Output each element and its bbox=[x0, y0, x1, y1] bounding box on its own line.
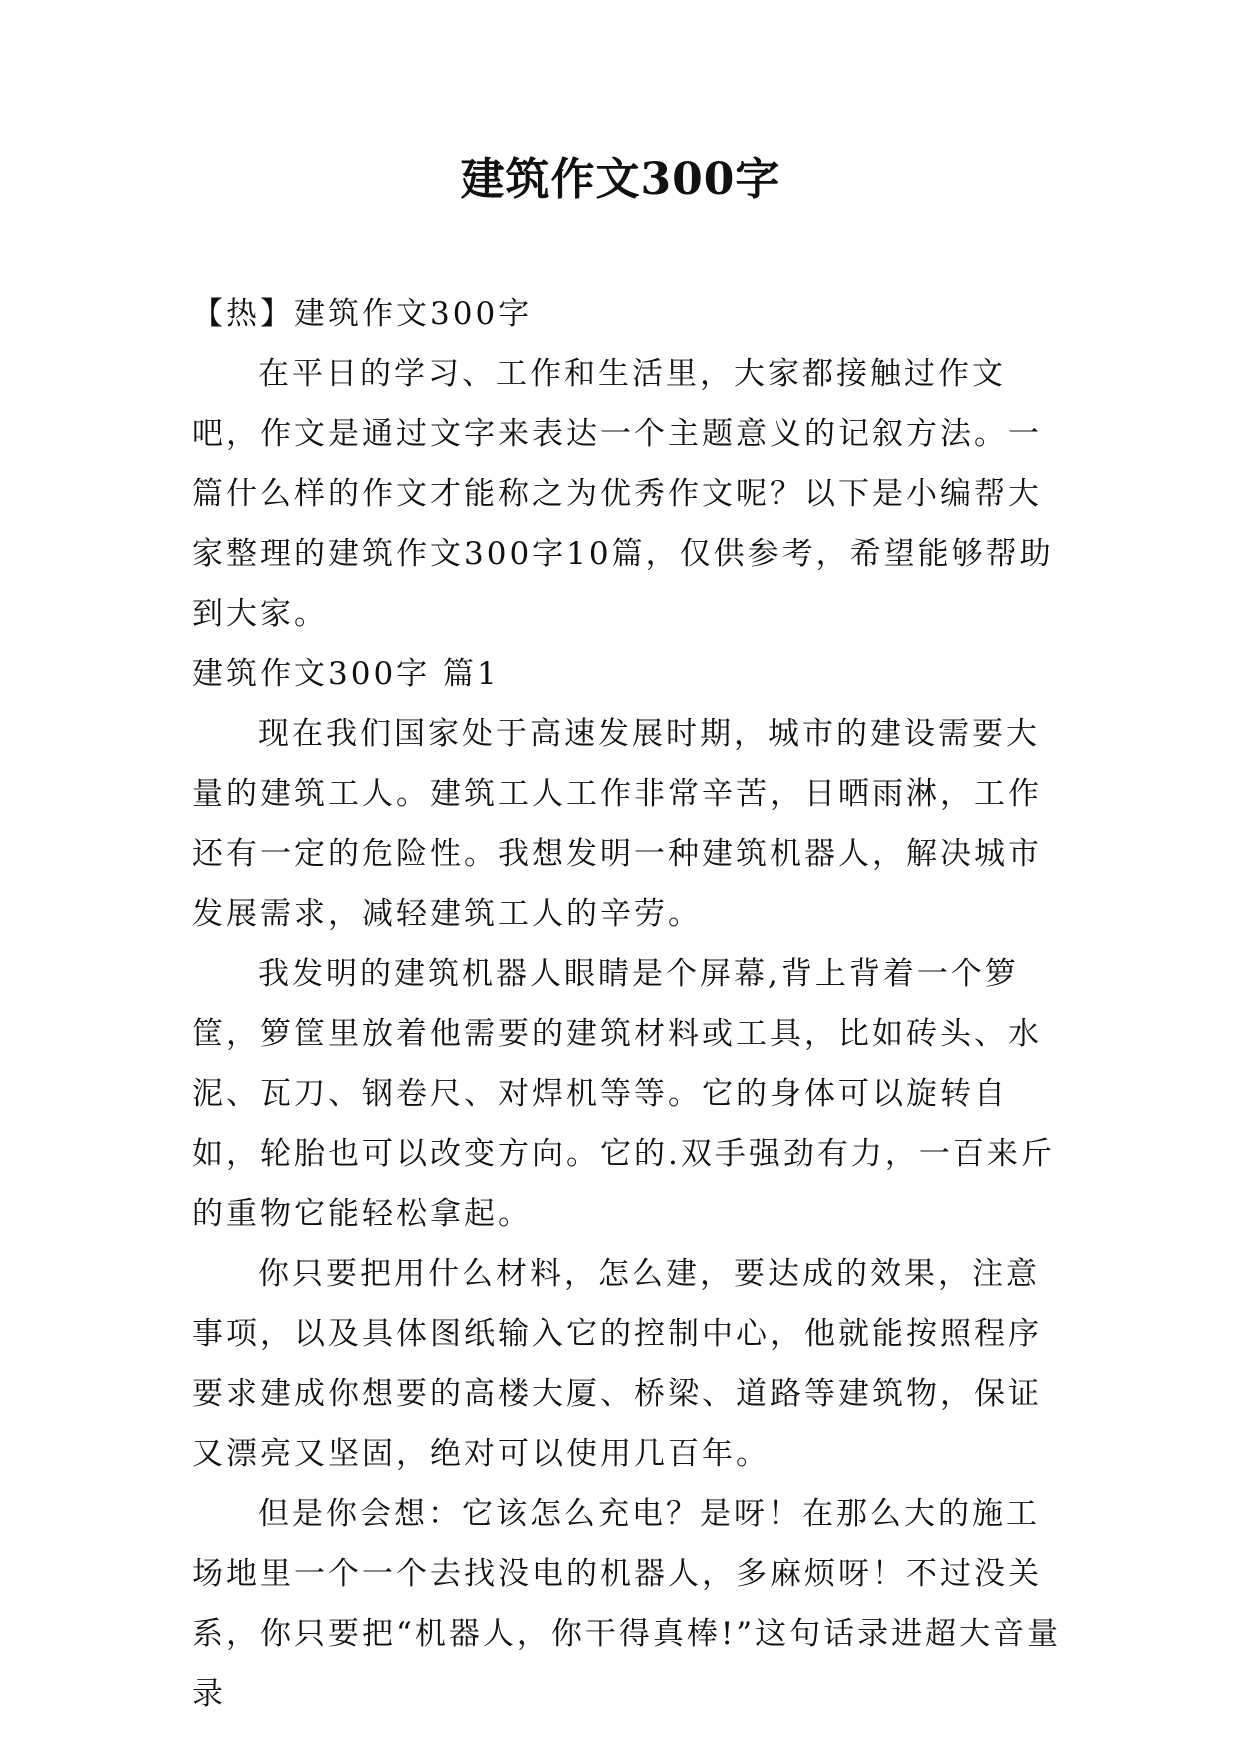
document-body bbox=[192, 284, 1072, 1724]
paragraph: 在平日的学习、工作和生活里，大家都接触过作文吧，作文是通过文字来表达一个主题意义的记叙方法。一篇什么样的作文才能称之为优秀作文呢？以下是小编帮大家整理的建筑作文300字10篇，仅供参考，希望能够帮助到大家。 bbox=[192, 356, 1054, 632]
paragraph: 你只要把用什么材料，怎么建，要达成的效果，注意事项，以及具体图纸输入它的控制中心，他就能按照程序要求建成你想要的高楼大厦、桥梁、道路等建筑物，保证又漂亮又坚固，绝对可以使用几百年。 bbox=[192, 1256, 1042, 1472]
document-title: 建筑作文300字 bbox=[460, 154, 781, 205]
paragraph-intro-heading: 【热】建筑作文300字 bbox=[192, 296, 533, 332]
paragraph: 我发明的建筑机器人眼睛是个屏幕,背上背着一个箩筐，箩筐里放着他需要的建筑材料或工具，比如砖头、水泥、瓦刀、钢卷尺、对焊机等等。它的身体可以旋转自如，轮胎也可以改变方向。它的.双手强劲有力，一百来斤的重物它能轻松拿起。 bbox=[192, 956, 1055, 1232]
paragraph: 现在我们国家处于高速发展时期，城市的建设需要大量的建筑工人。建筑工人工作非常辛苦，日晒雨淋，工作还有一定的危险性。我想发明一种建筑机器人，解决城市发展需求，减轻建筑工人的辛劳。 bbox=[192, 716, 1042, 932]
section-heading: 建筑作文300字 篇1 bbox=[192, 656, 500, 692]
paragraph: 但是你会想：它该怎么充电？是呀！在那么大的施工场地里一个一个去找没电的机器人，多麻烦呀！不过没关系，你只要把“机器人，你干得真棒!”这句话录进超大音量录 bbox=[192, 1496, 1062, 1712]
